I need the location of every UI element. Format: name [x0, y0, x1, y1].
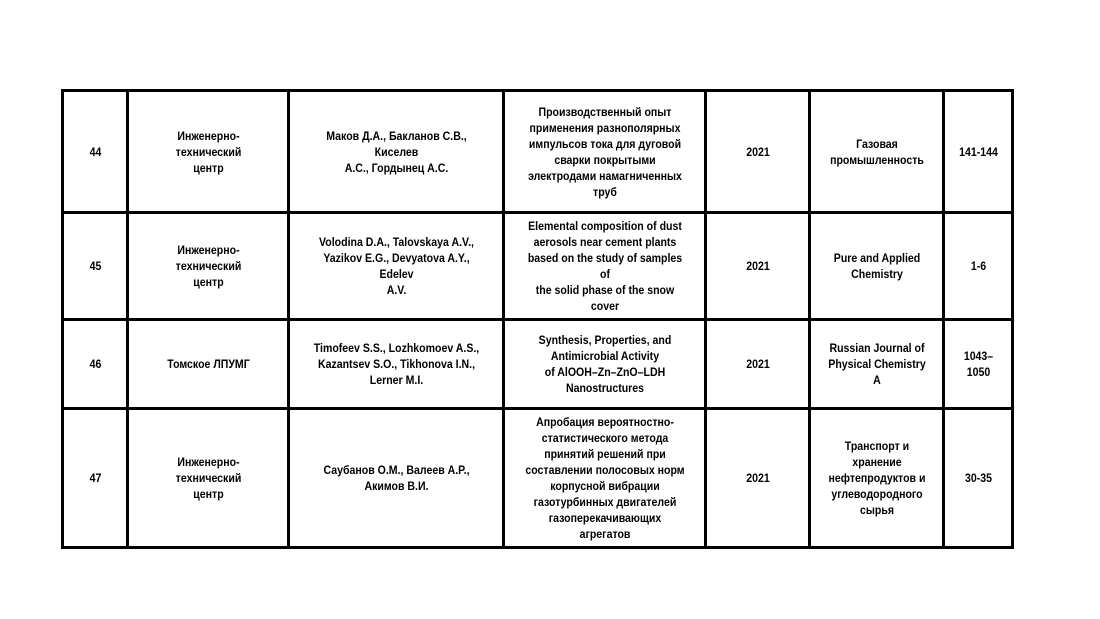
title-cell: Апробация вероятностно- статистического метода принятий решений при составлении полосовых норм корпусной вибрации газотурбинных двигателей газоперекачивающих агрегатов [516, 409, 694, 548]
organization-cell: Инженерно-технический центр [137, 213, 279, 320]
table-row [63, 409, 1013, 548]
title-cell: Производственный опыт применения разнополярных импульсов тока для дуговой сварки покрытыми электродами намагниченных труб [516, 91, 694, 213]
journal-cell: Russian Journal of Physical Chemistry A [818, 320, 936, 409]
year-cell: 2021 [712, 91, 804, 213]
table-row [63, 91, 1013, 213]
journal-cell: Pure and Applied Chemistry [818, 213, 936, 320]
pages-cell: 141-144 [948, 91, 1009, 213]
table-row [63, 213, 1013, 320]
organization-cell: Инженерно-технический центр [137, 409, 279, 548]
journal-cell: Газовая промышленность [818, 91, 936, 213]
authors-cell: Маков Д.А., Бакланов С.В., Киселев А.С., Гордынец А.С. [301, 91, 490, 213]
pages-cell: 1043–1050 [948, 320, 1009, 409]
title-cell: Synthesis, Properties, and Antimicrobial Activity of AlOOH–Zn–ZnO–LDH Nanostructures [516, 320, 694, 409]
year-cell: 2021 [712, 320, 804, 409]
year-cell: 2021 [712, 213, 804, 320]
pages-cell: 1-6 [948, 213, 1009, 320]
publications-table [61, 89, 1014, 549]
pages-cell: 30-35 [948, 409, 1009, 548]
row-number: 47 [66, 409, 123, 548]
row-number: 44 [66, 91, 123, 213]
authors-cell: Volodina D.A., Talovskaya A.V., Yazikov E.G., Devyatova A.Y., Edelev A.V. [301, 213, 490, 320]
authors-cell: Саубанов О.М., Валеев А.Р., Акимов В.И. [301, 409, 490, 548]
organization-cell: Томское ЛПУМГ [137, 320, 279, 409]
table-row [63, 320, 1013, 409]
year-cell: 2021 [712, 409, 804, 548]
title-cell: Elemental composition of dust aerosols near cement plants based on the study of samples of the solid phase of the snow cover [516, 213, 694, 320]
authors-cell: Timofeev S.S., Lozhkomoev A.S., Kazantsev S.O., Tikhonova I.N., Lerner M.I. [301, 320, 490, 409]
organization-cell: Инженерно-технический центр [137, 91, 279, 213]
journal-cell: Транспорт и хранение нефтепродуктов и углеводородного сырья [818, 409, 936, 548]
row-number: 46 [66, 320, 123, 409]
row-number: 45 [66, 213, 123, 320]
